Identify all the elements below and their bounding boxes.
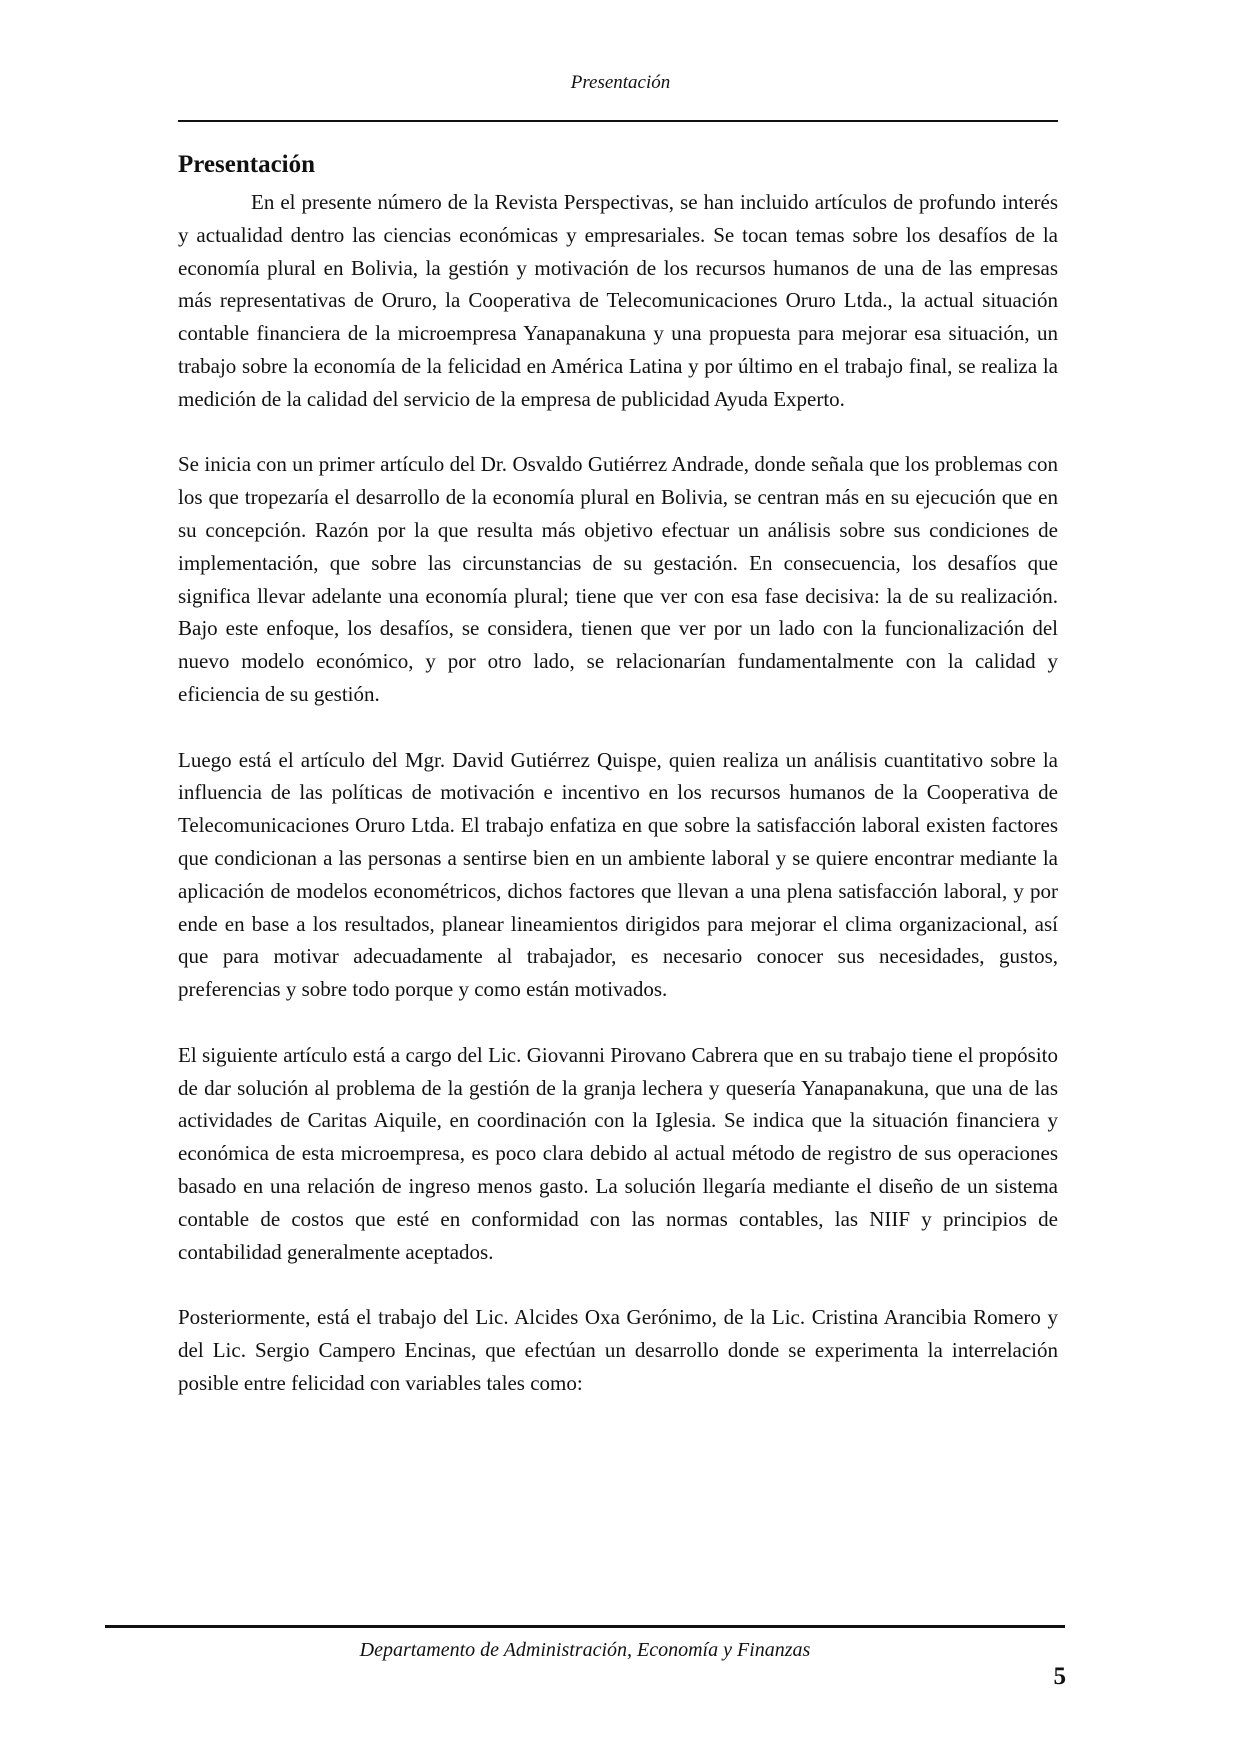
- footer-divider: [105, 1625, 1065, 1628]
- paragraph-recursos-humanos: Luego está el artículo del Mgr. David Gutiérrez Quispe, quien realiza un análisis cuantitativo sobre la influencia de las políticas de motivación e incentivo en los recursos humanos de la Cooperativa de Telecomunicaciones Oruro Ltda. El trabajo enfatiza en que sobre la satisfacción laboral existen factores que condicionan a las personas a sentirse bien en un ambiente laboral y se quiere encontrar mediante la aplicación de modelos econométricos, dichos factores que llevan a una plena satisfacción laboral, y por ende en base a los resultados, planear lineamientos dirigidos para mejorar el clima organizacional, así que para motivar adecuadamente al trabajador, es necesario conocer sus necesidades, gustos, preferencias y sobre todo porque y como están motivados.: [178, 747, 1058, 1002]
- paragraph-intro: En el presente número de la Revista Perspectivas, se han incluido artículos de profundo interés y actualidad dentro las ciencias económicas y empresariales. Se tocan temas sobre los desafíos de la economía plural en Bolivia, la gestión y motivación de los recursos humanos de una de las empresas más representativas de Oruro, la Cooperativa de Telecomunicaciones Oruro Ltda., la actual situación contable financiera de la microempresa Yanapanakuna y una propuesta para mejorar esa situación, un trabajo sobre la economía de la felicidad en América Latina y por último en el trabajo final, se realiza la medición de la calidad del servicio de la empresa de publicidad Ayuda Experto.: [178, 190, 1058, 411]
- running-header: Presentación: [570, 72, 671, 93]
- footer-department: Departamento de Administración, Economía y Finanzas: [359, 1639, 811, 1661]
- paragraph-yanapanakuna: El siguiente artículo está a cargo del Lic. Giovanni Pirovano Cabrera que en su trabajo tiene el propósito de dar solución al problema de la gestión de la granja lechera y quesería Yanapanakuna, que una de las actividades de Caritas Aiquile, en coordinación con la Iglesia. Se indica que la situación financiera y económica de esta microempresa, es poco clara debido al actual método de registro de sus operaciones basado en una relación de ingreso menos gasto. La solución llegaría mediante el diseño de un sistema contable de costos que esté en conformidad con las normas contables, las NIIF y principios de contabilidad generalmente aceptados.: [178, 1042, 1058, 1264]
- page-body: [178, 150, 1058, 1399]
- page-number: 5: [1053, 1663, 1066, 1690]
- header-divider: [178, 120, 1058, 122]
- paragraph-felicidad: Posteriormente, está el trabajo del Lic. Alcides Oxa Gerónimo, de la Lic. Cristina Arancibia Romero y del Lic. Sergio Campero Encinas, que efectúan un desarrollo donde se experimenta la interrelación posible entre felicidad con variables tales como:: [178, 1305, 1058, 1395]
- paragraph-economia-plural: Se inicia con un primer artículo del Dr. Osvaldo Gutiérrez Andrade, donde señala que los problemas con los que tropezaría el desarrollo de la economía plural en Bolivia, se centran más en su ejecución que en su concepción. Razón por la que resulta más objetivo efectuar un análisis sobre sus condiciones de implementación, que sobre las circunstancias de su gestación. En consecuencia, los desafíos que significa llevar adelante una economía plural; tiene que ver con esa fase decisiva: la de su realización. Bajo este enfoque, los desafíos, se considera, tienen que ver por un lado con la funcionalización del nuevo modelo económico, y por otro lado, se relacionarían fundamentalmente con la calidad y eficiencia de su gestión.: [178, 452, 1058, 706]
- section-title: Presentación: [178, 151, 316, 178]
